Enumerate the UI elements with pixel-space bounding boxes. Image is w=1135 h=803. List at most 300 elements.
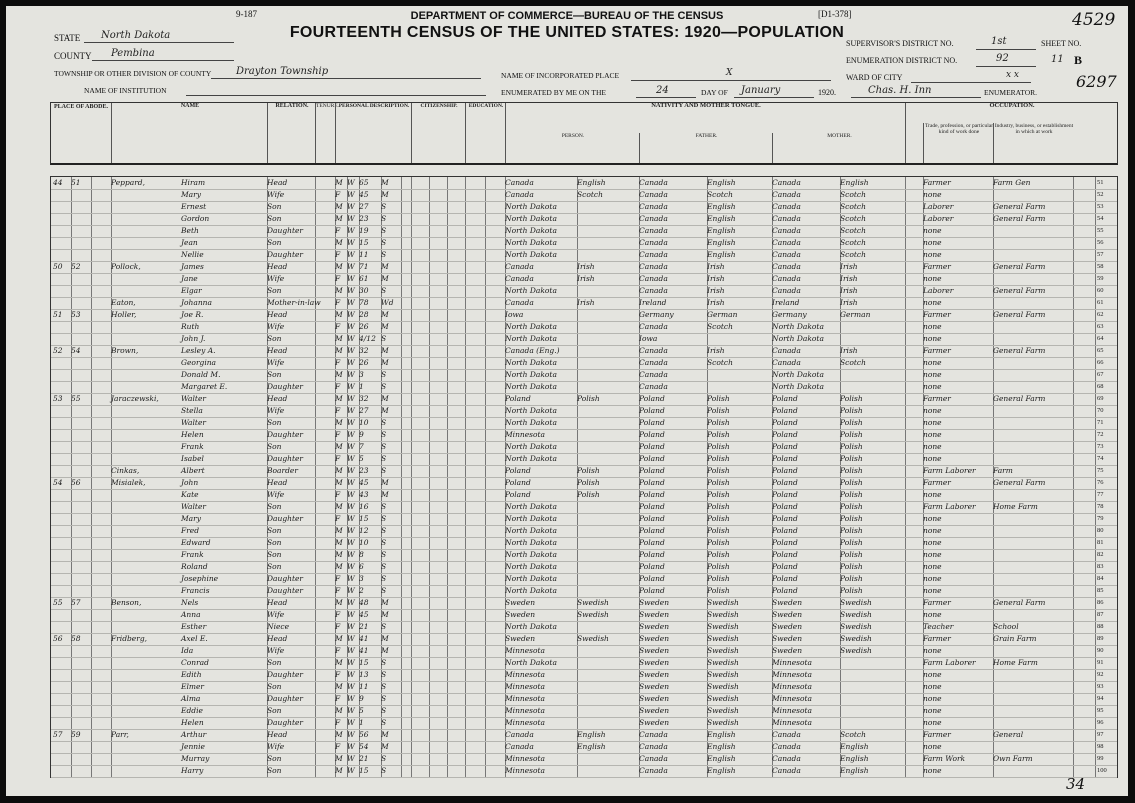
cell-fpob: Sweden [639,634,670,643]
cell-sex: M [335,658,343,667]
cell-surname: Pollock, [111,262,141,271]
cell-race: W [347,430,355,439]
cell-mtongue: Swedish [840,622,872,631]
cell-given: Walter [181,418,206,427]
relation-header: RELATION. [267,103,316,163]
citizenship-header: CITIZENSHIP. [411,103,466,163]
cell-ms: S [381,226,387,235]
township-value: Drayton Township [236,66,329,77]
cell-mpob: Poland [772,466,798,475]
cell-sex: M [335,286,343,295]
line-number: 82 [1097,551,1104,558]
cell-rel: Head [267,730,288,739]
cell-fpob: Poland [639,574,665,583]
table-row [51,465,1117,477]
cell-age: 15 [359,766,369,775]
cell-sex: F [335,586,341,595]
cell-sex: F [335,622,341,631]
cell-age: 23 [359,466,369,475]
cell-ms: S [381,622,387,631]
column-headers [50,102,1118,165]
cell-surname: Peppard, [111,178,145,187]
cell-occ: none [923,670,942,679]
cell-pob: Poland [505,394,531,403]
cell-given: Roland [181,562,208,571]
cell-fpob: Canada [639,370,668,379]
line-number: 51 [1097,179,1104,186]
cell-fpob: Sweden [639,718,670,727]
cell-ms: S [381,658,387,667]
cell-mpob: Canada [772,730,801,739]
line-number: 57 [1097,251,1104,258]
cell-mtongue: Swedish [840,634,872,643]
cell-pob: Canada [505,178,534,187]
cell-pob: North Dakota [505,286,557,295]
cell-sex: M [335,346,343,355]
cell-fpob: Canada [639,262,668,271]
cell-ms: S [381,430,387,439]
cell-ind: School [993,622,1019,631]
cell-ms: S [381,238,387,247]
line-number: 86 [1097,599,1104,606]
cell-age: 1 [359,382,364,391]
cell-race: W [347,730,355,739]
cell-ftongue: Scotch [707,358,733,367]
line-number: 83 [1097,563,1104,570]
cell-given: John J. [181,334,206,343]
cell-ms: M [381,190,389,199]
table-row [51,549,1117,561]
cell-occ: none [923,322,942,331]
cell-pob: Canada [505,274,534,283]
table-row [51,573,1117,585]
county-value: Pembina [111,48,155,59]
cell-rel: Daughter [267,718,303,727]
cell-mpob: North Dakota [772,370,824,379]
cell-given: Donald M. [181,370,221,379]
cell-occ: none [923,406,942,415]
cell-race: W [347,478,355,487]
cell-ms: S [381,334,387,343]
cell-race: W [347,394,355,403]
cell-mtongue: Polish [840,418,863,427]
cell-ms: M [381,178,389,187]
cell-mpob: Canada [772,262,801,271]
cell-mtongue: Polish [840,490,863,499]
cell-race: W [347,262,355,271]
cell-rel: Boarder [267,466,298,475]
cell-rel: Son [267,538,282,547]
cell-fpob: Poland [639,586,665,595]
cell-fpob: Canada [639,730,668,739]
cell-sex: M [335,682,343,691]
cell-occ: none [923,574,942,583]
cell-ftongue: English [707,754,736,763]
cell-rel: Son [267,286,282,295]
cell-rel: Son [267,550,282,559]
cell-mpob: North Dakota [772,322,824,331]
table-row [51,237,1117,249]
table-row [51,249,1117,261]
cell-ftongue: Polish [707,478,730,487]
cell-tongue: Irish [577,262,595,271]
cell-pob: North Dakota [505,382,557,391]
cell-occ: none [923,718,942,727]
cell-mtongue: Polish [840,574,863,583]
cell-pob: Poland [505,478,531,487]
cell-fpob: Sweden [639,622,670,631]
cell-tongue: Swedish [577,634,609,643]
line-number: 93 [1097,683,1104,690]
department-title: DEPARTMENT OF COMMERCE—BUREAU OF THE CENSUS [410,10,724,22]
cell-ms: S [381,766,387,775]
cell-ind: General Farm [993,286,1046,295]
cell-mpob: Canada [772,214,801,223]
cell-race: W [347,466,355,475]
cell-race: W [347,514,355,523]
cell-pob: Canada [505,262,534,271]
cell-given: Jennie [181,742,205,751]
cell-pob: North Dakota [505,538,557,547]
occupation-header: OCCUPATION. [905,103,1118,163]
table-row [51,285,1117,297]
line-number: 95 [1097,707,1104,714]
cell-age: 56 [359,730,369,739]
cell-given: Walter [181,394,206,403]
cell-pob: North Dakota [505,586,557,595]
cell-ms: Wd [381,298,394,307]
cell-pob: North Dakota [505,454,557,463]
cell-occ: Farmer [923,598,951,607]
line-number: 56 [1097,239,1104,246]
cell-ftongue: Polish [707,490,730,499]
cell-mtongue: Scotch [840,730,866,739]
tenure-header: TENURE. [315,103,336,163]
cell-mpob: Poland [772,526,798,535]
cell-mpob: Canada [772,274,801,283]
line-number: 59 [1097,275,1104,282]
cell-age: 65 [359,178,369,187]
cell-sex: F [335,694,341,703]
census-table [50,176,1118,778]
enumerated-label: ENUMERATED BY ME ON THE [501,88,606,97]
cell-fpob: Canada [639,754,668,763]
cell-pob: North Dakota [505,226,557,235]
cell-mpob: Sweden [772,634,803,643]
cell-given: Stella [181,406,203,415]
cell-sex: M [335,634,343,643]
cell-race: W [347,454,355,463]
cell-ms: M [381,634,389,643]
line-number: 94 [1097,695,1104,702]
state-label: STATE [54,33,81,43]
cell-pob: North Dakota [505,406,557,415]
cell-race: W [347,610,355,619]
cell-fpob: Iowa [639,334,658,343]
cell-ind: General Farm [993,478,1046,487]
cell-ms: M [381,394,389,403]
cell-surname: Benson, [111,598,142,607]
cell-given: Beth [181,226,199,235]
cell-fam: 55 [71,394,81,403]
cell-ms: S [381,286,387,295]
cell-sex: F [335,250,341,259]
cell-given: Harry [181,766,204,775]
table-row [51,321,1117,333]
cell-age: 41 [359,634,369,643]
cell-occ: none [923,766,942,775]
cell-rel: Daughter [267,382,303,391]
cell-rel: Son [267,214,282,223]
cell-mtongue: English [840,766,869,775]
cell-age: 71 [359,262,369,271]
cell-given: Margaret E. [181,382,228,391]
cell-ftongue: English [707,742,736,751]
cell-sex: M [335,442,343,451]
cell-age: 54 [359,742,369,751]
cell-ms: S [381,574,387,583]
cell-race: W [347,538,355,547]
cell-ms: S [381,250,387,259]
table-row [51,717,1117,729]
cell-mpob: Canada [772,754,801,763]
supervisor-value: 1st [991,36,1007,47]
cell-ftongue: Polish [707,514,730,523]
cell-fpob: Sweden [639,598,670,607]
cell-dw: 56 [53,634,63,643]
cell-given: Nellie [181,250,204,259]
cell-given: Gordon [181,214,210,223]
cell-mtongue: Polish [840,586,863,595]
cell-race: W [347,622,355,631]
cell-ms: M [381,358,389,367]
enumerator-label: ENUMERATOR. [984,88,1037,97]
cell-mpob: Canada [772,346,801,355]
cell-pob: Minnesota [505,706,546,715]
cell-pob: North Dakota [505,442,557,451]
cell-mtongue: English [840,178,869,187]
line-number: 64 [1097,335,1104,342]
cell-rel: Son [267,202,282,211]
cell-sex: F [335,514,341,523]
cell-fpob: Canada [639,250,668,259]
cell-pob: Minnesota [505,718,546,727]
table-row [51,417,1117,429]
cell-rel: Mother-in-law [267,298,321,307]
cell-rel: Niece [267,622,290,631]
cell-age: 61 [359,274,369,283]
cell-age: 48 [359,598,369,607]
cell-occ: none [923,538,942,547]
cell-mtongue: Irish [840,286,858,295]
nativity-header: NATIVITY AND MOTHER TONGUE. [505,103,906,163]
cell-occ: none [923,442,942,451]
cell-ind: General Farm [993,346,1046,355]
archive-number-bottom: 34 [1066,775,1086,793]
cell-age: 28 [359,310,369,319]
line-number: 72 [1097,431,1104,438]
census-sheet [6,6,1128,796]
cell-mpob: Poland [772,586,798,595]
cell-fpob: Sweden [639,646,670,655]
table-row [51,657,1117,669]
line-number: 71 [1097,419,1104,426]
cell-ms: M [381,310,389,319]
cell-race: W [347,346,355,355]
cell-ms: S [381,514,387,523]
cell-given: Elgar [181,286,202,295]
table-row [51,429,1117,441]
cell-age: 13 [359,670,369,679]
cell-rel: Son [267,562,282,571]
cell-occ: none [923,514,942,523]
cell-pob: North Dakota [505,502,557,511]
cell-given: James [181,262,204,271]
cell-race: W [347,706,355,715]
line-number: 73 [1097,443,1104,450]
line-number: 53 [1097,203,1104,210]
cell-ftongue: Irish [707,346,725,355]
cell-mtongue: Polish [840,514,863,523]
incorporated-label: NAME OF INCORPORATED PLACE [501,71,620,80]
cell-pob: Minnesota [505,670,546,679]
cell-tongue: Polish [577,394,600,403]
cell-sex: M [335,238,343,247]
cell-occ: none [923,550,942,559]
cell-sex: M [335,202,343,211]
cell-ftongue: English [707,238,736,247]
cell-age: 6 [359,562,364,571]
cell-age: 21 [359,754,369,763]
cell-rel: Head [267,346,288,355]
personal-header: PERSONAL DESCRIPTION. [335,103,412,163]
cell-occ: none [923,382,942,391]
cell-ms: S [381,202,387,211]
cell-tongue: Swedish [577,610,609,619]
cell-ind: General Farm [993,310,1046,319]
cell-ind: General Farm [993,262,1046,271]
cell-mpob: Canada [772,238,801,247]
cell-fpob: Germany [639,310,674,319]
cell-rel: Wife [267,406,285,415]
cell-age: 3 [359,574,364,583]
cell-ftongue: English [707,178,736,187]
cell-pob: Minnesota [505,682,546,691]
line-number: 60 [1097,287,1104,294]
cell-occ: Farmer [923,346,951,355]
cell-race: W [347,694,355,703]
cell-ind: Farm [993,466,1013,475]
line-number: 100 [1097,767,1107,774]
archive-number-right: 6297 [1076,72,1117,91]
table-row [51,561,1117,573]
cell-occ: none [923,238,942,247]
cell-occ: none [923,646,942,655]
cell-fpob: Poland [639,466,665,475]
cell-dw: 54 [53,478,63,487]
cell-fpob: Sweden [639,694,670,703]
cell-race: W [347,586,355,595]
cell-ftongue: Swedish [707,670,739,679]
cell-fpob: Canada [639,226,668,235]
cell-race: W [347,298,355,307]
cell-fpob: Poland [639,490,665,499]
cell-fpob: Ireland [639,298,667,307]
table-row [51,513,1117,525]
cell-ftongue: English [707,766,736,775]
cell-mtongue: Scotch [840,214,866,223]
cell-race: W [347,754,355,763]
cell-ind: General Farm [993,214,1046,223]
cell-pob: North Dakota [505,574,557,583]
cell-fam: 54 [71,346,81,355]
institution-label: NAME OF INSTITUTION [84,86,167,95]
cell-rel: Son [267,502,282,511]
cell-pob: Canada [505,298,534,307]
cell-occ: Farmer [923,262,951,271]
cell-ftongue: English [707,226,736,235]
cell-rel: Wife [267,274,285,283]
table-row [51,537,1117,549]
line-number: 75 [1097,467,1104,474]
form-code: [D1-378] [818,9,852,19]
cell-rel: Head [267,262,288,271]
cell-fpob: Poland [639,430,665,439]
cell-fpob: Canada [639,190,668,199]
industry-header: Industry, business, or establishment in which at work [993,123,1074,163]
cell-occ: Farm Laborer [923,658,976,667]
line-number: 54 [1097,215,1104,222]
cell-occ: none [923,742,942,751]
table-row [51,765,1117,777]
cell-rel: Son [267,418,282,427]
cell-ms: S [381,706,387,715]
cell-rel: Son [267,526,282,535]
cell-ind: Home Farm [993,658,1038,667]
cell-dw: 51 [53,310,63,319]
table-row [51,345,1117,357]
cell-fpob: Canada [639,742,668,751]
cell-rel: Son [267,706,282,715]
cell-given: Kate [181,490,199,499]
cell-rel: Wife [267,358,285,367]
cell-pob: Minnesota [505,430,546,439]
cell-fpob: Canada [639,766,668,775]
cell-age: 15 [359,658,369,667]
cell-tongue: Irish [577,274,595,283]
cell-pob: Poland [505,466,531,475]
cell-ms: M [381,322,389,331]
cell-race: W [347,598,355,607]
cell-fpob: Canada [639,346,668,355]
cell-fam: 51 [71,178,81,187]
line-number: 52 [1097,191,1104,198]
cell-race: W [347,526,355,535]
cell-given: Isabel [181,454,204,463]
table-row [51,333,1117,345]
cell-race: W [347,226,355,235]
cell-sex: F [335,322,341,331]
table-row [51,729,1117,741]
line-number: 85 [1097,587,1104,594]
cell-fpob: Poland [639,478,665,487]
cell-age: 5 [359,706,364,715]
cell-mpob: Poland [772,514,798,523]
cell-fpob: Canada [639,286,668,295]
cell-ftongue: Polish [707,454,730,463]
cell-given: Eddie [181,706,203,715]
cell-sex: M [335,310,343,319]
